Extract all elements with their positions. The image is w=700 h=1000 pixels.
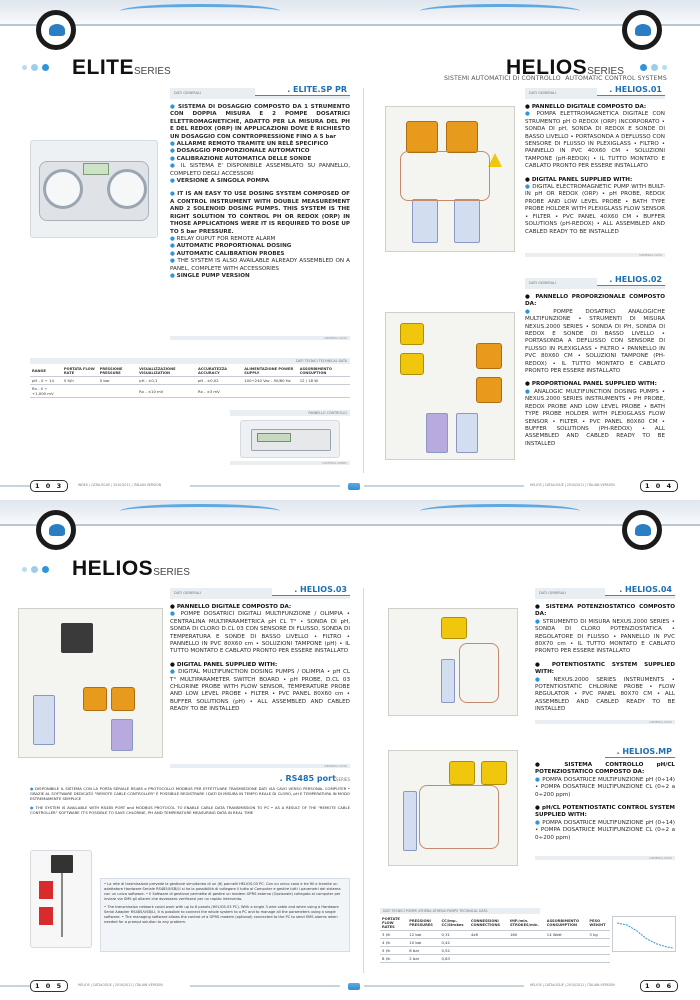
brand-logo-icon <box>622 510 662 550</box>
footer-label: INDEX | CATALOGUE | 2010/2011 | ITALIAN VERSION <box>78 483 161 487</box>
chemical-tank <box>454 199 480 243</box>
flow-pressure-curve <box>612 916 676 952</box>
footer-rule <box>0 485 30 487</box>
header-banner <box>0 500 700 526</box>
helios02-panel-image <box>385 312 515 460</box>
helios03-description: ● PANNELLO DIGITALE COMPOSTO DA: ● POMPE DOSATRICI DIGITALI MULTIFUNZIONE / OLIMPIA • CENTRALINA MULTIPARAMETRICA pH CL T° • SONDA DI pH, SONDA DI CLORO D.CL 03 CON SENSORE DI FLUSSO, SONDA DI TEMPERATURA E SONDE DI BASSO LIVELLO • FILTRO • PANNELLO IN PVC 80X60 cm • SOLUZIONI TAMPONE (pH) • IL TUTTO MONTATO E CABLATO PRONTO PER ESSERE INSTALLATO ● DIGITAL PANEL SUPPLIED WITH: ● DIGITAL MULTIFUNCTION DOSING PUMPS / OLIMPIA • pH CL T° MULTIPARAMETER SWITCH BOARD • pH PROBE, D.CL 03 CHLORINE PROBE WITH FLOW SENSOR, TEMPERATURE PROBE AND LOW LEVEL PROBE • FILTER • PVC PANEL 80X60 cm • BUFFER SOLUTIONS (pH) • ALL ASSEMBLED AND CABLED READY TO BE INSTALLED <box>170 604 351 713</box>
table-cell: 10 bar <box>407 939 439 947</box>
cable-line <box>61 873 63 937</box>
footer-rule <box>190 985 340 987</box>
product-code: . HELIOS.MP <box>605 747 675 758</box>
wave-ornament <box>420 4 580 18</box>
table-header-row <box>380 916 610 931</box>
warning-icon <box>488 153 502 167</box>
elite-tech-table <box>30 366 350 398</box>
multiparameter-controller <box>61 623 93 653</box>
tech-data-header: DATI TECNICI POMPE ATHENA ATHENA PUMPS TECHNICAL DATA <box>380 908 540 914</box>
helios04-panel-image <box>388 608 518 716</box>
footer-rule <box>0 985 30 987</box>
heliosmp-panel-image <box>388 750 518 866</box>
helios03-panel-image <box>18 608 163 758</box>
table-cell <box>508 939 545 947</box>
page-number: 1 0 5 <box>30 980 68 992</box>
table-cell <box>508 947 545 955</box>
section-end-tag: GENERAL DATA <box>535 856 675 860</box>
page-footer <box>0 480 700 492</box>
tubing <box>400 151 490 201</box>
footer-label: HELIOS | CATALOGUE | 2010/2011 | ITALIAN VERSION <box>530 983 615 987</box>
elite-description: ● SISTEMA DI DOSAGGIO COMPOSTO DA 1 STRUMENTO CON DOPPIA MISURA E 2 POMPE DOSATRICI ELETTROMAGNETICHE, ADATTO PER LA MISURA DEL PH E DEL REDOX (ORP) IN APPLICAZIONI DOVE È RICHIESTO UN DOSAGGIO CON CONTROPRESSIONE FINO A 5 bar ● ALLARME REMOTO TRAMITE UN RELÈ SPECIFICO ● DOSAGGIO PROPORZIONALE AUTOMATICO ● CALIBRAZIONE AUTOMATICA DELLE SONDE ● IL SISTEMA E' DISPONIBILE ASSEMBLATO SU PANNELLO, COMPLETO DEGLI ACCESSORI ● VERSIONE A SINGOLA POMPA ● IT IS AN EASY TO USE DOSING SYSTEM COMPOSED OF A CONTROL INSTRUMENT WITH DOUBLE MEASUREMENT AND 2 SOLENOID DOSING PUMPS. THIS SYSTEM IS THE RIGHT SOLUTION TO CONTROL PH OR REDOX (ORP) IN THOSE APPLICATIONS WERE IT IS REQUIRED TO DOSE UP TO 5 bar PRESSURE. ● RELAY OUPUT FOR REMOTE ALARM ● AUTOMATIC PROPORTIONAL DOSING ● AUTOMATIC CALIBRATION PROBES ● THE SYSTEM IS ALSO AVAILABLE ALREADY ASSEMBLED ON A PANEL, COMPLETE WITH ACCESSORIES ● SINGLE PUMP VERSION <box>170 104 351 279</box>
table-cell: 100÷240 Vac - 50/60 Hz <box>242 377 297 385</box>
brand-logo-icon <box>36 510 76 550</box>
rs485-description: ● DISPONIBILE IL SISTEMA CON LA PORTA SERIALE RS485 e PROTOCOLLO MODBUS PER EFFETTUARE TRASMISSIONE DATI VIA CAVO VERSO PERSONAL COMPUTER • GRAZIE AL SOFTWARE DEDICATO "REMOTE CABLE CONTROLLER" È POSSIBILE REGISTRARE I DATI DI MISURA IN TEMPO REALE DI CLORO, pH E TEMPERATURA IN MODO ESTREMAMENTE SEMPLICE ● THE SYSTEM IS AVAILABLE WITH RS485 PORT and MODBUS PROTOCOL TO ENABLE CABLE DATA TRANSMISSION TO PC • AS A RESULT OF THE "REMOTE CABLE CONTROLLER" SOFTWARE IT'S POSSIBLE TO SAVE CHLORINE, PH AND TEMPERATURE MEASURING DATA IN REAL TIME <box>30 786 350 815</box>
dosing-pump <box>111 687 135 711</box>
table-cell: pH - ±0,1 <box>137 377 196 385</box>
table-cell: 4 l/h <box>380 939 407 947</box>
display-icon <box>83 163 109 175</box>
footer-marker <box>348 983 360 990</box>
controller-unit <box>39 881 53 899</box>
table-row <box>30 385 350 398</box>
table-cell <box>587 939 610 947</box>
table-cell: 0,83 <box>439 955 468 963</box>
table-cell: 8 bar <box>407 947 439 955</box>
table-cell: 12 / 18 W <box>298 377 350 385</box>
curve-line <box>617 923 673 948</box>
controller-unit <box>39 907 53 925</box>
table-row <box>380 947 610 955</box>
elite-series-title: ELITESERIES <box>72 56 171 79</box>
table-cell <box>469 947 508 955</box>
table-row <box>30 377 350 385</box>
dots-ornament <box>22 566 49 573</box>
table-cell: 3 kg <box>587 931 610 939</box>
table-cell: Rx - ±10 mV <box>137 385 196 398</box>
dosing-pump <box>476 377 502 403</box>
table-cell <box>587 955 610 963</box>
probe-holder <box>33 695 55 745</box>
section-end-tag: GENERAL DATA <box>535 720 675 724</box>
helios02-description: ● PANNELLO PROPORZIONALE COMPOSTO DA: ● POMPE DOSATRICI ANALOGICHE MULTIFUNZIONE • STRUMENTI DI MISURA NEXUS.2000 SERIES • SONDA DI PH, SONDA DI REDOX E SONDE DI BASSO LIVELLO • PORTASONDA A DEFLUSSO CON SENSORE DI FLUSSO IN PLEXIGLASS • FILTRO • PANNELLO IN PVC 80X60 CM • SOLUZIONI TAMPONE (PH-REDOX) • IL TUTTO MONTATO E CABLATO PRONTO PER ESSERE INSTALLATO ● PROPORTIONAL PANEL SUPPLIED WITH: ● ANALOGIC MULTIFUNCTION DOSING PUMPS • NEXUS.2000 SERIES INSTRUMENTS • PH PROBE, REDOX PROBE AND LOW LEVEL PROBE • BATH TYPE PROBE HOLDER WITH PLEXIGLASS FLOW SENSOR • FILTER • PVC PANEL 80X60 CM • BUFFER SOLUTIONS (PH-REDOX) • ALL ASSEMBLED AND CABLED READY TO BE INSTALLED <box>525 294 666 447</box>
table-row <box>380 939 610 947</box>
probe-holder <box>403 791 417 851</box>
dosing-pump <box>476 343 502 369</box>
table-cell <box>469 939 508 947</box>
section-end-tag: GENERAL DATA <box>170 764 350 768</box>
dosing-pump <box>446 121 478 153</box>
page-number: 1 0 3 <box>30 480 68 492</box>
section-end-tag: CONTROL PANEL <box>230 461 350 465</box>
helios-series-title: HELIOSSERIES <box>506 56 624 79</box>
table-cell: 160 <box>508 931 545 939</box>
section-end-tag: GENERAL DATA <box>170 336 350 340</box>
table-cell: 12 bar <box>407 931 439 939</box>
table-header: PORTATA FLOW RATE <box>62 366 98 377</box>
table-header: PRESSIONI PRESSURES <box>407 916 439 931</box>
table-header: CONNESSIONI CONNECTIONS <box>469 916 508 931</box>
brand-logo-icon <box>36 10 76 50</box>
table-header: PESO WEIGHT <box>587 916 610 931</box>
table-cell: 8 l/h <box>380 955 407 963</box>
control-panel-tag: PANNELLO CONTROLLO <box>230 410 350 416</box>
dosing-pump <box>83 687 107 711</box>
helios01-panel-image <box>385 106 515 252</box>
chemical-tank <box>412 199 438 243</box>
page-number: 1 0 6 <box>640 980 678 992</box>
rs485-title: . RS485 portSERIES <box>279 774 350 783</box>
section-tag: DATI GENERALI <box>525 278 665 289</box>
tech-data-header: DATI TECNICI TECHNICAL DATA <box>30 358 350 364</box>
table-cell: 3 l/h <box>380 931 407 939</box>
table-cell: 5 bar <box>98 377 137 385</box>
helios04-description: ● SISTEMA POTENZIOSTATICO COMPOSTO DA: ● STRUMENTO DI MISURA NEXUS.2000 SERIES • SONDA DI CLORO POTENZIOSTATICA • REGOLATORE DI FLUSSO • PANNELLO IN PVC 80X70 cm • IL TUTTO MONTATO E CABLATO PRONTO PER ESSERE INSTALLATO ● POTENTIOSTATIC SYSTEM SUPPLIED WITH: ● NEXUS.2000 SERIES INSTRUMENTS • POTENTIOSTATIC CHLORINE PROBE • FLOW REGULATOR • PVC PANEL 80X70 CM • ALL ASSEMBLED AND CABLED READY TO BE INSTALLED <box>535 604 675 713</box>
table-cell: 0,52 <box>439 947 468 955</box>
chemical-tank <box>111 719 133 751</box>
table-cell <box>298 385 350 398</box>
dosing-pump <box>449 761 475 785</box>
page-footer <box>0 980 700 992</box>
wave-ornament <box>120 504 280 518</box>
dots-ornament <box>640 64 667 71</box>
table-header: PORTATE FLOW RATES <box>380 916 407 931</box>
rs485-note: • La rete di trasmissione prevede la gestione simultanea di un (6) pannelli HELIOS.03 PC. Con un unico cavo e tre fili e tramite un adattatore Hardware Seriale RS485/USB/LI si ha la possibilità di collegare il tutto al Computer e gestire tutti i parametri del sistema con un unico software. • Il Software di gestione permette di gestire un modem GPRS esterno (Opzionale) collegato al computer per inviare via SMS gli allarmi che dovessero verificarsi per un rapido intervento. • The transmission network could work with up to 6 panels (HELIOS.03 PC). With a single 3 wire cable and when using a Hardware Serial Adapter RS485/USB/LI, it is possible to connect the whole system to a PC and to manage all the parameters using a single software. • The managing software allows the control of a GPRS modem (optional) connected to the PC to send SMS alarms when needed for a prompt solution to any problem. <box>100 878 350 952</box>
tubing <box>459 643 499 703</box>
section-tag: DATI GENERALI <box>170 588 350 599</box>
control-panel-image <box>240 420 340 458</box>
table-cell: 0,31 <box>439 931 468 939</box>
footer-rule <box>364 485 524 487</box>
subtitle: SISTEMI AUTOMATICI DI CONTROLLO AUTOMATIC CONTROL SYSTEMS <box>444 75 667 82</box>
footer-rule <box>364 985 524 987</box>
catalogue-spread-bottom <box>0 500 700 1000</box>
table-header: VISUALIZZAZIONE VISUALIZATION <box>137 366 196 377</box>
pump-head-icon <box>43 169 83 209</box>
table-header: ACCURATEZZA ACCURACY <box>196 366 242 377</box>
table-cell <box>469 955 508 963</box>
heliosmp-description: ● SISTEMA CONTROLLO pH/CL POTENZIOSTATICO COMPOSTO DA: ● POMPA DOSATRICE MULTIFUNZIONE pH (0÷14) • POMPA DOSATRICE MULTIFUNZIONE CL (0÷2 a 0÷200 ppm) ● pH/CL POTENTIOSTATIC CONTROL SYSTEM SUPPLIED WITH: ● POMPA DOSATRICE MULTIFUNZIONE pH (0÷14) • POMPA DOSATRICE MULTIFUNZIONE CL (0÷2 a 0÷200 ppm) <box>535 762 675 841</box>
section-end-tag: GENERAL DATA <box>525 253 665 257</box>
table-cell: Rx - ±3 mV <box>196 385 242 398</box>
table-cell <box>242 385 297 398</box>
wave-ornament <box>420 504 580 518</box>
product-code: . HELIOS.02 <box>597 275 665 286</box>
table-cell <box>545 947 588 955</box>
table-cell <box>98 385 137 398</box>
header-banner <box>0 0 700 26</box>
page-number: 1 0 4 <box>640 480 678 492</box>
table-cell: pH - ±0,02 <box>196 377 242 385</box>
table-row <box>380 955 610 963</box>
table-cell <box>545 939 588 947</box>
table-cell <box>545 955 588 963</box>
table-header: CC/imp. CC/Strokes <box>439 916 468 931</box>
table-cell <box>508 955 545 963</box>
computer-monitor-icon <box>51 855 73 873</box>
dosing-pump <box>406 121 438 153</box>
table-cell: 2 bar <box>407 955 439 963</box>
table-header: IMP./min. STROKES/min. <box>508 916 545 931</box>
table-cell <box>62 385 98 398</box>
rs485-network-image <box>30 850 92 948</box>
table-cell: Rx - 0 ÷ +1.000 mV <box>30 385 62 398</box>
table-header: PRESSIONE PRESSURE <box>98 366 137 377</box>
wave-ornament <box>120 4 280 18</box>
measuring-instrument <box>441 617 467 639</box>
chemical-tank <box>456 413 478 453</box>
flow-regulator <box>441 659 455 703</box>
table-cell: pH - 0 ÷ 14 <box>30 377 62 385</box>
pump-head-icon <box>107 169 147 209</box>
measuring-instrument <box>400 323 424 345</box>
athena-tech-table <box>380 916 610 963</box>
dots-ornament <box>22 64 49 71</box>
table-row <box>380 931 610 939</box>
display-icon <box>257 433 291 442</box>
table-header-row <box>30 366 350 377</box>
table-cell <box>587 947 610 955</box>
product-code: . HELIOS.04 <box>605 585 675 596</box>
table-cell: 4x6 <box>469 931 508 939</box>
measuring-instrument <box>400 353 424 375</box>
section-tag: DATI GENERALI <box>170 88 350 99</box>
footer-label: HELIOS | CATALOGUE | 2010/2011 | ITALIAN VERSION <box>78 983 163 987</box>
elite-product-image <box>30 140 158 238</box>
table-cell: 14 Watt <box>545 931 588 939</box>
column-divider <box>363 88 364 473</box>
section-tag: DATI GENERALI <box>535 588 675 599</box>
helios-series-title: HELIOSSERIES <box>72 557 190 580</box>
footer-label: HELIOS | CATALOGUE | 2010/2011 | ITALIAN VERSION <box>530 483 615 487</box>
table-header: RANGE <box>30 366 62 377</box>
table-header: ALIMENTAZIONE POWER SUPPLY <box>242 366 297 377</box>
table-cell: 5 lt/h <box>62 377 98 385</box>
table-cell: 0,42 <box>439 939 468 947</box>
footer-marker <box>348 483 360 490</box>
table-cell: 5 l/h <box>380 947 407 955</box>
brand-logo-icon <box>622 10 662 50</box>
table-header: ASSORBIMENTO CONSUPTION <box>298 366 350 377</box>
dosing-pump <box>481 761 507 785</box>
product-code: . ELITE.SP PR <box>255 85 350 96</box>
table-header: ASSORBIMENTO CONSUMPTION <box>545 916 588 931</box>
product-code: . HELIOS.03 <box>272 585 350 596</box>
helios01-description: ● PANNELLO DIGITALE COMPOSTO DA: ● POMPA ELETTROMAGNETICA DIGITALE CON STRUMENTO pH O REDOX (ORP) INCORPORATO • SONDA DI pH, SONDA DI REDOX E SONDE DI BASSO LIVELLO • PORTASONDA A DEFLUSSO CON SENSORE DI FLUSSO IN PLEXIGLASS • FILTRO • PANNELLO IN PVC 40X60 CM • SOLUZIONI TAMPONE (pH-REDOX) • IL TUTTO MONTATO E CABLATO PRONTO PER ESSERE INSTALLATO ● DIGITAL PANEL SUPPLIED WITH: ● DIGITAL ELECTROMAGNETIC PUMP WITH BUILT-IN pH OR REDOX (ORP) • pH PROBE, REDOX PROBE AND LOW LEVEL PROBE • BATH TYPE PROBE HOLDER WITH PLEXIGLASS FLOW SENSOR • FILTER • PVC PANEL 40X60 CM • BUFFER SOLUTIONS (pH-REDOX) • ALL ASSEMBLED AND CABLED READY TO BE INSTALLED <box>525 104 665 235</box>
footer-rule <box>190 485 340 487</box>
section-tag: DATI GENERALI <box>525 88 665 99</box>
tubing <box>419 785 499 849</box>
product-code: . HELIOS.01 <box>597 85 665 96</box>
chemical-tank <box>426 413 448 453</box>
column-divider <box>363 588 364 973</box>
